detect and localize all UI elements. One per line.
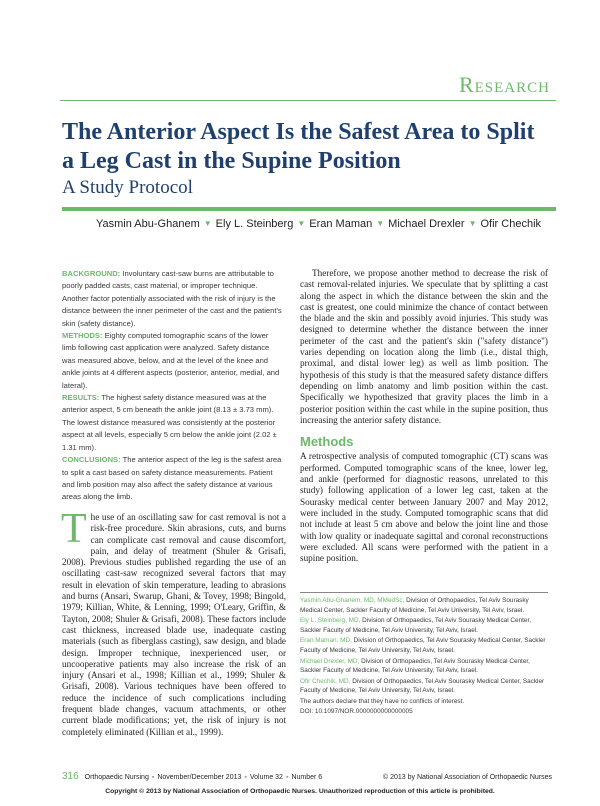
bullet-icon: ▪ (151, 774, 155, 781)
affiliation-text: Division of Orthopaedics, Tel Aviv Sourasky Medical Center, Sackler Faculty of Medicine, Tel Aviv University, Tel Aviv, Israel. (300, 677, 545, 695)
journal-name: Orthopaedic Nursing (84, 774, 149, 781)
bullet-icon: ▪ (244, 774, 247, 781)
affiliation-text: Division of Orthopaedics, Tel Aviv Sourasky Medical Center, Sackler Faculty of Medicine, Tel Aviv University, Tel Aviv, Israel. (300, 657, 530, 675)
page-number: 316 (62, 771, 79, 782)
abstract-conclusions (62, 454, 282, 504)
triangle-separator-icon: ▼ (376, 219, 385, 228)
author-name: Ofir Chechik (480, 218, 542, 230)
affiliations (300, 596, 550, 716)
abstract (62, 268, 282, 504)
issue-number: Number 6 (291, 774, 323, 781)
drop-cap: T (61, 506, 87, 552)
affiliation-name: Michael Drexler, MD, (300, 657, 360, 665)
affiliation-name: Yasmin Abu-Ghanem, MD, MMedSc, (300, 597, 405, 604)
author-name: Eran Maman (309, 218, 373, 230)
abstract-heading: METHODS: (62, 331, 103, 341)
conflict-statement: The authors declare that they have no conflicts of interest. (300, 697, 465, 705)
affiliation-entry (300, 616, 550, 635)
abstract-text: The highest safety distance measured was at the anterior aspect, 5 cm beneath the ankle joint (8.13 ± 3.73 mm). The lowest distance measured was consistently at the posterior aspect at all levels, especially 5 cm below the ankle joint (2.02 ± 1.31 mm). (62, 393, 277, 452)
title-rule (62, 207, 556, 211)
affiliation-rule (300, 592, 548, 593)
abstract-methods (62, 330, 282, 392)
article-title: The Anterior Aspect Is the Safest Area to Split a Leg Cast in the Supine Position (62, 119, 535, 174)
affiliation-entry (300, 657, 550, 676)
page-footer (62, 771, 552, 782)
author-name: Michael Drexler (388, 218, 465, 230)
intro-paragraph (61, 506, 286, 738)
affiliation-entry (300, 596, 550, 615)
copyright-notice: Copyright © 2013 by National Association of Orthopaedic Nurses. Unauthorized reproduction of this article is prohibited. (105, 788, 495, 795)
affiliation-entry (300, 677, 550, 696)
intro-text: he use of an oscillating saw for cast removal is not a risk-free procedure. Skin abrasions, cuts, and burns can complicate cast removal and cause discomfort, pain, and delay of treatment (Shuler & Grisafi, 2008). Previous studies published regarding the use of an oscillating cast-saw recognized several factors that may result in elevation of skin temperature, leading to abrasions and burns (Ansari, Swarup, Ghani, & Tovey, 1998; Bingold, 1979; Killian, White, & Lenning, 1999; O'Leary, Griffin, & Tayton, 2008; Shuler & Grisafi, 2008). These factors include cast thickness, increased blade use, inadequate casting materials (such as fiberglass casting), saw design, and blade design. Improper technique, inexperienced user, or uncooperative patients may also increase the risk of an injury (Ansari et al., 1998; Killian et al., 1999; Shuler & Grisafi, 2008). Various techniques have been offered to reduce the incidence of such complications including frequent blade changes, vacuum attachments, or other current blade modifications; yet, the risk of injury is not completely eliminated (Killian et al., 1999). (62, 512, 286, 737)
author-name: Ely L. Steinberg (215, 218, 294, 230)
abstract-results (62, 392, 282, 454)
triangle-separator-icon: ▼ (297, 219, 306, 228)
abstract-background (62, 268, 282, 330)
affiliation-text: Division of Orthopaedics, Tel Aviv Sourasky Medical Center, Sackler Faculty of Medicine, Tel Aviv University, Tel Aviv, Israel. (300, 597, 529, 614)
triangle-separator-icon: ▼ (203, 219, 212, 228)
triangle-separator-icon: ▼ (468, 219, 477, 228)
volume: Volume 32 (249, 774, 283, 781)
abstract-text: Eighty computed tomographic scans of the lower limb following cast application were analyzed. Safety distance was measured above, below, and at the level of the knee and ankle joints at 4 different aspects (posterior, anterior, medial, and lateral). (62, 331, 280, 390)
author-name: Yasmin Abu-Ghanem (96, 218, 200, 230)
affiliation-text: Division of Orthopaedics, Tel Aviv Sourasky Medical Center, Sackler Faculty of Medicine, Tel Aviv University, Tel Aviv, Israel. (300, 637, 546, 654)
footer-publisher: © 2013 by National Association of Orthopaedic Nurses (383, 774, 552, 781)
abstract-text: Involuntary cast-saw burns are attributable to poorly padded casts, cast material, or improper technique. Another factor potentially associated with the risk of injury is the distance between the inner perimeter of the cast and the patient's skin (safety distance). (62, 269, 282, 328)
doi[interactable]: DOI: 10.1097/NOR.0000000000000005 (300, 707, 413, 715)
affiliation-name: Eran Maman, MD, (300, 637, 352, 645)
author-list (96, 218, 541, 230)
abstract-heading: CONCLUSIONS: (62, 455, 121, 465)
issue-date: November/December 2013 (157, 774, 242, 781)
body-paragraph: Therefore, we propose another method to decrease the risk of cast removal-related injuries. We speculate that by splitting a cast along the aspect in which the distance between the skin and the cast is greatest, one could minimize the chance of contact between the blade and the skin and possibly avoid injuries. This study was designed to determine whether the distance between the inner perimeter of the cast and the patient's skin ("safety distance") varies depending on location along the limb (i.e., distal thigh, proximal, and distal lower leg) as well as limb position. The hypothesis of this study is that the measured safety distance differs depending on limb anatomy and limb position within the cast. Specifically we hypothesized that gravity places the limb in a posterior position within the cast while in the supine position, thus increasing the anterior safety distance. (300, 268, 548, 425)
right-column (300, 268, 548, 564)
affiliation-entry (300, 636, 550, 655)
methods-paragraph: A retrospective analysis of computed tomographic (CT) scans was performed. Computed tomographic scans of the knee, lower leg, and ankle (performed for diagnostic reasons, unrelated to this study) following application of a lower leg cast, taken at the Sourasky medical center between January 2007 and May 2012, were included in the study. Computed tomographic scans that did not include at least 5 cm above and below the joint line and those with low quality or inadequate sagittal and coronal reconstructions were excluded. All scans were performed with the patient in a supine position. (300, 451, 548, 564)
bullet-icon: ▪ (285, 774, 289, 781)
abstract-heading: RESULTS: (62, 393, 100, 403)
affiliation-name: Ely L. Steinberg, MD, (300, 617, 361, 625)
top-rule (60, 100, 556, 101)
article-subtitle: A Study Protocol (62, 177, 193, 198)
affiliation-text: Division of Orthopaedics, Tel Aviv Sourasky Medical Center, Sackler Faculty of Medicine, Tel Aviv University, Tel Aviv, Israel. (300, 617, 532, 634)
abstract-text: The anterior aspect of the leg is the safest area to split a cast based on safety distance measurements. Patient and limb position may also affect the safety distance at various areas along the limb. (62, 455, 282, 502)
section-label: Research (458, 72, 550, 97)
methods-heading: Methods (300, 434, 354, 450)
abstract-heading: BACKGROUND: (62, 269, 121, 278)
affiliation-name: Ofir Chechik, MD, (300, 677, 351, 685)
